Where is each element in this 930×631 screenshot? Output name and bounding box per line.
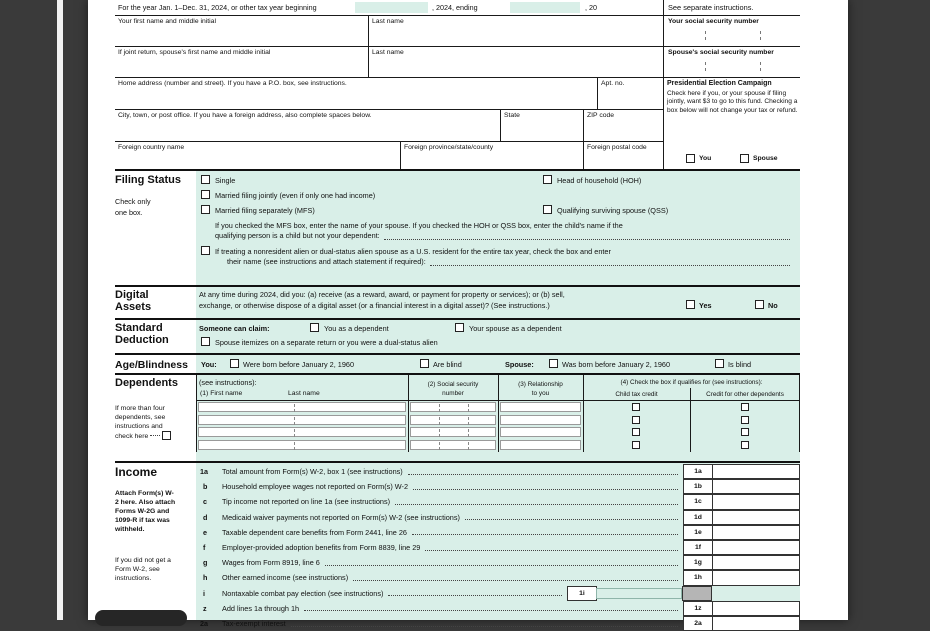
filing-status-body [196, 171, 800, 285]
filing-status-note: Check only [115, 197, 151, 206]
dependents-section [115, 373, 800, 461]
campaign-spouse-checkbox[interactable] [740, 154, 749, 163]
spouse-ssn-label: Spouse's social security number [668, 49, 774, 56]
dep-col-last-name: Last name [288, 390, 320, 397]
foreign-province-label: Foreign province/state/county [404, 144, 494, 151]
line-number: h [203, 573, 208, 583]
line-label: Employer-provided adoption benefits from Form 8839, line 29 [222, 543, 421, 553]
dependent-ctc-checkbox[interactable] [632, 441, 640, 449]
dep-col-odc: Credit for other dependents [706, 391, 784, 398]
line-label: Tip income not reported on line 1a (see instructions) [222, 497, 391, 507]
filing-mfs-label: Married filing separately (MFS) [215, 206, 315, 215]
first-name-label: Your first name and middle initial [118, 18, 216, 25]
dependent-relationship-field[interactable] [500, 415, 581, 425]
dotted-leader [291, 626, 678, 627]
filing-status-title: Filing Status [115, 174, 181, 186]
dependent-odc-checkbox[interactable] [741, 428, 749, 436]
income-line-row [196, 555, 800, 570]
age-blindness-body [196, 355, 800, 373]
line-box-label: 1z [683, 601, 713, 616]
divider [597, 77, 598, 109]
dependents-title: Dependents [115, 377, 178, 389]
standard-deduction-title: Deduction [115, 334, 169, 346]
someone-can-claim-label: Someone can claim: [199, 324, 270, 333]
dependents-see-instructions: (see instructions): [199, 378, 257, 387]
line-label: Total amount from Form(s) W-2, box 1 (see instructions) [222, 467, 403, 477]
amount-field-1h[interactable] [712, 570, 800, 585]
dependent-relationship-field[interactable] [500, 427, 581, 437]
age-spouse-label: Spouse: [505, 360, 534, 369]
year-line-prefix: For the year Jan. 1–Dec. 31, 2024, or other tax year beginning [118, 3, 317, 12]
income-no-w2-note: If you did not get a Form W-2, see instructions. [115, 557, 171, 582]
dependent-odc-checkbox[interactable] [741, 403, 749, 411]
claim-spouse-dependent-label: Your spouse as a dependent [469, 324, 562, 333]
dependents-more-checkbox[interactable] [162, 431, 171, 440]
divider [115, 15, 800, 16]
divider [500, 109, 501, 141]
dependent-ssn-field[interactable] [410, 415, 496, 425]
dependent-name-field[interactable] [198, 415, 406, 425]
income-title: Income [115, 465, 158, 479]
dotted-leader [388, 595, 562, 596]
income-section [115, 461, 800, 628]
last-name-label: Last name [372, 18, 404, 25]
year-begin-field[interactable] [355, 2, 428, 13]
age-you-blind-checkbox[interactable] [420, 359, 429, 368]
nra-note-line2: their name (see instructions and attach statement if required): [227, 257, 426, 266]
filing-mfs-checkbox[interactable] [201, 205, 210, 214]
line-number: 1a [200, 467, 208, 477]
line-number: g [203, 558, 208, 568]
age-you-born-label: Were born before January 2, 1960 [243, 360, 355, 369]
income-line-row [196, 601, 800, 616]
dependent-ssn-field[interactable] [410, 402, 496, 412]
line-label: Household employee wages not reported on Form(s) W-2 [222, 482, 409, 492]
filing-qss-checkbox[interactable] [543, 205, 552, 214]
dotted-leader [325, 565, 678, 566]
divider [115, 46, 800, 47]
line-number: d [203, 512, 208, 522]
dotted-leader [353, 580, 678, 581]
dependent-name-field[interactable] [198, 440, 406, 450]
line-box-label: 1b [683, 479, 713, 494]
standard-deduction-title: Standard [115, 322, 163, 334]
line-label: Other earned income (see instructions) [222, 573, 349, 583]
line-box-label: 1f [683, 540, 713, 555]
dependent-row [196, 402, 800, 414]
campaign-body-text: Check here if you, or your spouse if filing jointly, want $3 to go to this fund. Checking a box below will not change your tax or refund. [667, 90, 798, 114]
foreign-country-label: Foreign country name [118, 144, 185, 151]
filing-single-label: Single [215, 176, 236, 185]
dependent-name-field[interactable] [198, 427, 406, 437]
divider [115, 141, 663, 142]
line-label: Nontaxable combat pay election (see instructions) [222, 588, 384, 598]
digital-assets-section [115, 285, 800, 318]
dotted-leader [425, 550, 678, 551]
digital-no-label: No [768, 301, 778, 310]
age-blindness-section [115, 353, 800, 373]
income-line-row [196, 479, 800, 494]
dotted-leader [413, 489, 678, 490]
income-line-row-partial [196, 616, 800, 631]
filing-mfj-label: Married filing jointly (even if only one had income) [215, 191, 376, 200]
line-box-label: 1h [683, 570, 713, 585]
amount-field-1z[interactable] [712, 601, 800, 616]
ssn-label: Your social security number [668, 18, 759, 25]
divider [583, 109, 584, 169]
dependent-row [196, 415, 800, 427]
dependent-name-field[interactable] [198, 402, 406, 412]
filing-status-section [115, 169, 800, 285]
year-line-suffix: , 20 [585, 3, 597, 12]
income-table [196, 463, 800, 628]
year-end-field[interactable] [510, 2, 580, 13]
line-number: b [203, 482, 208, 492]
dependent-ctc-checkbox[interactable] [632, 428, 640, 436]
line-label: Medicaid waiver payments not reported on Form(s) W-2 (see instructions) [222, 512, 460, 522]
age-you-label: You: [201, 360, 217, 369]
dotted-leader [150, 435, 160, 436]
line-label: Wages from Form 8919, line 6 [222, 558, 320, 568]
age-you-born-checkbox[interactable] [230, 359, 239, 368]
adjacent-page-edge [57, 0, 63, 620]
line-box-label: 2a [683, 616, 713, 631]
divider [115, 77, 800, 78]
line-number: i [203, 588, 205, 598]
campaign-spouse-label: Spouse [753, 155, 778, 162]
dependent-row [196, 440, 800, 452]
digital-question-line1: At any time during 2024, did you: (a) receive (as a reward, award, or payment for property or services); or (b) sell, [199, 290, 565, 299]
claim-you-dependent-checkbox[interactable] [310, 323, 319, 332]
claim-you-dependent-label: You as a dependent [324, 324, 389, 333]
age-spouse-born-checkbox[interactable] [549, 359, 558, 368]
amount-field-1a[interactable] [712, 464, 800, 479]
filing-nra-checkbox[interactable] [201, 246, 210, 255]
viewer-control-pill[interactable] [95, 610, 187, 626]
amount-field-2a[interactable] [712, 616, 800, 631]
digital-question-line2: exchange, or otherwise dispose of a digital asset (or a financial interest in a digital asset)? (See instructions.) [199, 301, 550, 310]
dependent-odc-checkbox[interactable] [741, 416, 749, 424]
dependents-table [196, 375, 800, 461]
filing-hoh-checkbox[interactable] [543, 175, 552, 184]
line-box-label: 1g [683, 555, 713, 570]
spouse-itemizes-label: Spouse itemizes on a separate return or you were a dual-status alien [215, 338, 438, 347]
line-number: e [203, 527, 207, 537]
standard-deduction-section [115, 318, 800, 353]
dependent-ssn-field[interactable] [410, 427, 496, 437]
line-label: Tax-exempt interest [222, 618, 286, 628]
amount-field-1g[interactable] [712, 555, 800, 570]
campaign-you-checkbox[interactable] [686, 154, 695, 163]
line-box-label: 1a [683, 464, 713, 479]
state-label: State [504, 112, 520, 119]
line-box-label: 1c [683, 494, 713, 509]
line-number: c [203, 497, 207, 507]
digital-assets-title: Digital [115, 289, 149, 301]
dependents-more-note-text: If more than four dependents, see instructions and check here [115, 405, 166, 440]
mfs-note-line1: If you checked the MFS box, enter the name of your spouse. If you checked the HOH or QSS box, enter the child's name if the [215, 221, 623, 230]
dotted-leader [412, 534, 678, 535]
age-you-blind-label: Are blind [433, 360, 462, 369]
filing-hoh-label: Head of household (HOH) [557, 176, 642, 185]
zip-label: ZIP code [587, 112, 615, 119]
amount-field-1b[interactable] [712, 479, 800, 494]
filing-mfj-checkbox[interactable] [201, 190, 210, 199]
dotted-leader [395, 504, 678, 505]
line-box-label: 1e [683, 525, 713, 540]
spouse-ssn-digit-marks[interactable] [678, 62, 788, 71]
digital-assets-body [196, 287, 800, 318]
campaign-you-label: You [699, 155, 712, 162]
income-line-row [196, 586, 800, 601]
year-line-mid: , 2024, ending [432, 3, 478, 12]
dependent-row [196, 427, 800, 439]
nra-note-line1: If treating a nonresident alien or dual-status alien spouse as a U.S. resident for the entire tax year, check the box and enter [215, 247, 611, 256]
standard-deduction-body [196, 320, 800, 353]
income-attach-note: Attach Form(s) W-2 here. Also attach Forms W-2G and 1099-R if tax was withheld. [115, 490, 176, 533]
line-number: f [203, 543, 206, 553]
income-line-row [196, 510, 800, 525]
combat-pay-field[interactable] [596, 588, 682, 599]
dotted-leader [304, 610, 678, 611]
divider [400, 141, 401, 169]
divider [663, 0, 664, 169]
line-number: 2a [200, 618, 208, 628]
dep-col-qualifies: (4) Check the box if qualifies for (see instructions): [620, 379, 763, 386]
line-label: Taxable dependent care benefits from Form 2441, line 26 [222, 527, 407, 537]
amount-field-1e[interactable] [712, 525, 800, 540]
home-address-label: Home address (number and street). If you have a P.O. box, see instructions. [118, 80, 347, 87]
filing-single-checkbox[interactable] [201, 175, 210, 184]
dependent-odc-checkbox[interactable] [741, 441, 749, 449]
line-box-label: 1i [567, 586, 597, 601]
form-1040-page [88, 0, 848, 628]
dep-col-first-name: (1) First name [200, 390, 243, 397]
ssn-digit-marks[interactable] [678, 31, 788, 40]
apt-label: Apt. no. [601, 80, 625, 87]
dep-col-relationship: (3) Relationship to you [518, 381, 563, 397]
divider [196, 400, 800, 401]
age-spouse-born-label: Was born before January 2, 1960 [562, 360, 671, 369]
income-line-row [196, 540, 800, 555]
shaded-cell [682, 586, 712, 601]
dependent-ctc-checkbox[interactable] [632, 416, 640, 424]
filing-status-note: one box. [115, 208, 143, 217]
spouse-first-name-label: If joint return, spouse's first name and middle initial [118, 49, 271, 56]
amount-field-1f[interactable] [712, 540, 800, 555]
income-line-row [196, 494, 800, 509]
digital-assets-title: Assets [115, 301, 152, 313]
city-label: City, town, or post office. If you have a foreign address, also complete spaces below. [118, 112, 372, 119]
line-number: z [203, 603, 207, 613]
campaign-title: Presidential Election Campaign [667, 80, 772, 87]
dependent-ctc-checkbox[interactable] [632, 403, 640, 411]
income-line-row [196, 464, 800, 479]
foreign-postal-label: Foreign postal code [587, 144, 647, 151]
filing-qss-label: Qualifying surviving spouse (QSS) [557, 206, 669, 215]
dependent-relationship-field[interactable] [500, 402, 581, 412]
age-spouse-blind-checkbox[interactable] [715, 359, 724, 368]
amount-field-1d[interactable] [712, 510, 800, 525]
digital-yes-checkbox[interactable] [686, 300, 695, 309]
age-blindness-title: Age/Blindness [115, 359, 188, 371]
dotted-leader [408, 474, 678, 475]
spouse-itemizes-checkbox[interactable] [201, 337, 210, 346]
claim-spouse-dependent-checkbox[interactable] [455, 323, 464, 332]
dep-col-ssn: (2) Social security number [427, 381, 479, 397]
amount-field-1c[interactable] [712, 494, 800, 509]
dependent-relationship-field[interactable] [500, 440, 581, 450]
digital-no-checkbox[interactable] [755, 300, 764, 309]
dependents-more-note [115, 404, 173, 441]
divider [115, 109, 663, 110]
nra-name-entry-field[interactable] [430, 257, 790, 266]
mfs-note-line2: qualifying person is a child but not your dependent: [215, 231, 380, 240]
spouse-name-entry-field[interactable] [384, 231, 790, 240]
divider [368, 15, 369, 77]
income-line-row [196, 570, 800, 585]
spouse-last-name-label: Last name [372, 49, 404, 56]
dotted-leader [465, 519, 678, 520]
see-instructions-note: See separate instructions. [668, 3, 754, 12]
line-label: Add lines 1a through 1h [222, 603, 300, 613]
dependent-ssn-field[interactable] [410, 440, 496, 450]
income-line-row [196, 525, 800, 540]
age-spouse-blind-label: Is blind [728, 360, 752, 369]
digital-yes-label: Yes [699, 301, 712, 310]
dep-col-ctc: Child tax credit [615, 391, 658, 398]
line-box-label: 1d [683, 510, 713, 525]
